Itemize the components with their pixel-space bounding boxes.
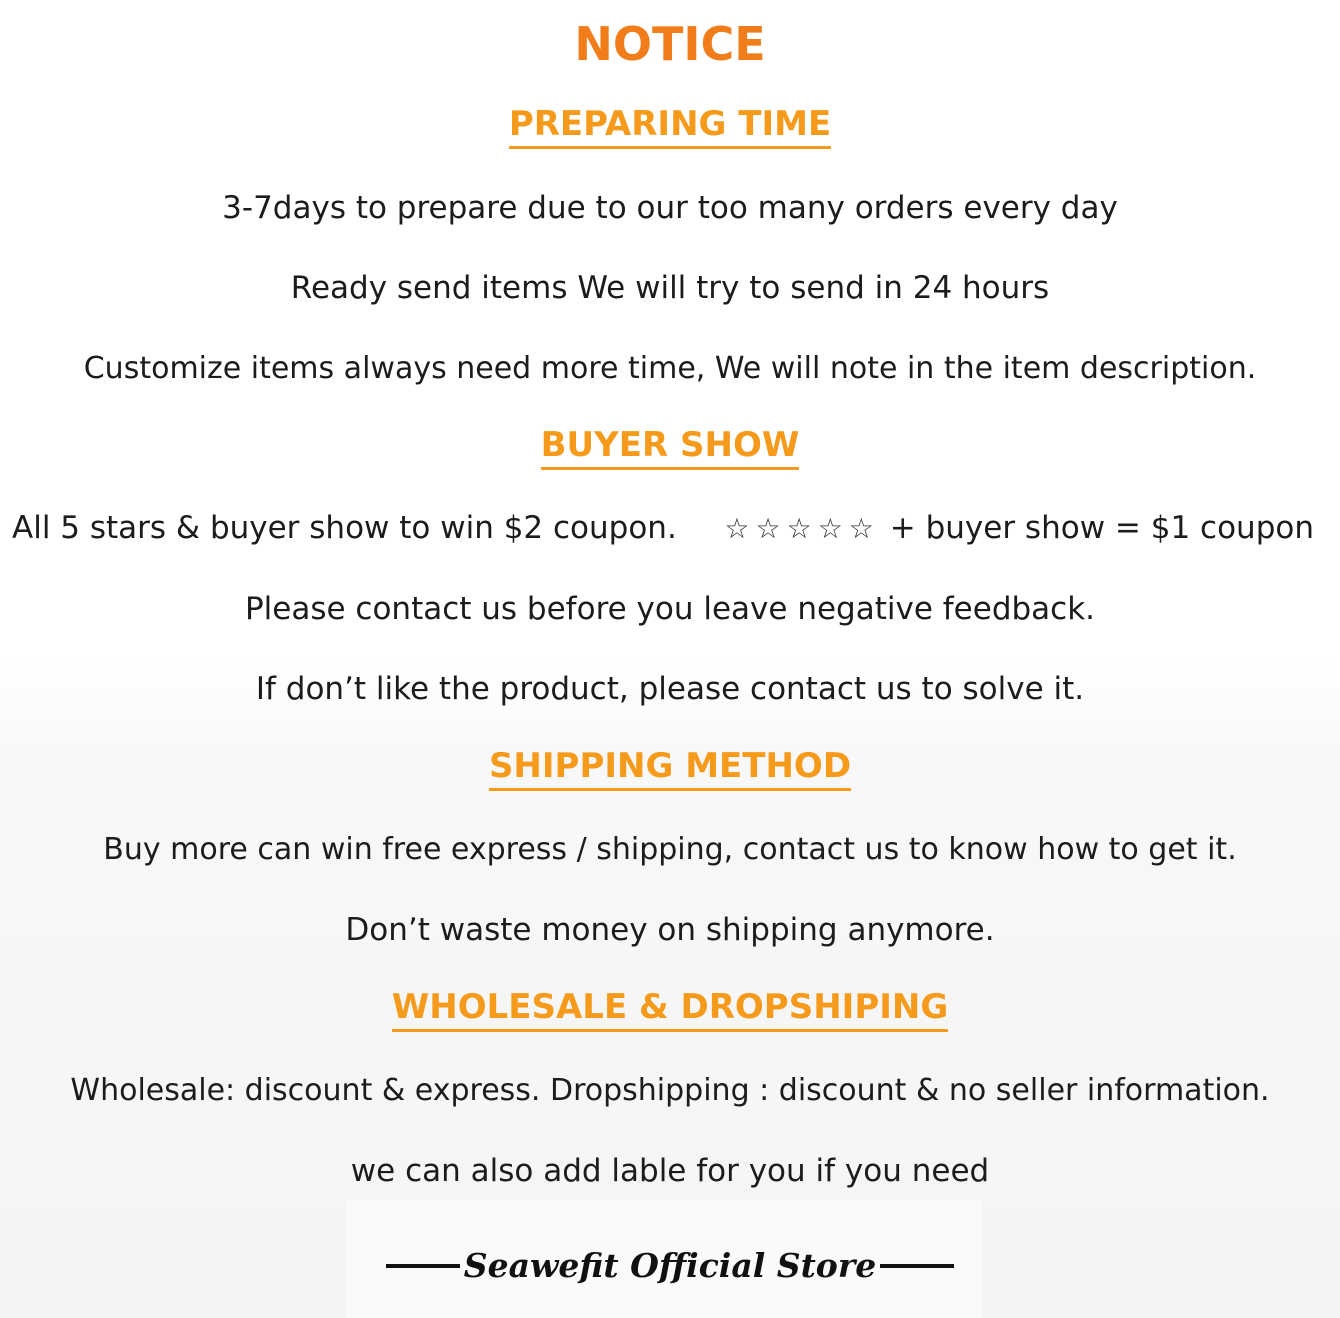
star-coupon-text: + buyer show = $1 coupon [889, 510, 1314, 546]
buyer-show-line-2: If don’t like the product, please contact us to solve it. [255, 671, 1085, 707]
store-signature-text: Seawefit Official Store [463, 1246, 877, 1285]
star-coupon-group [724, 508, 1314, 549]
preparing-time-heading [0, 104, 1340, 150]
preparing-time-heading-label: PREPARING TIME [509, 104, 831, 149]
shipping-method-heading [0, 746, 1340, 792]
notice-title: NOTICE [574, 17, 766, 71]
preparing-time-line-2: Ready send items We will try to send in 24 hours [290, 270, 1050, 306]
shipping-method-line-2: Don’t waste money on shipping anymore. [345, 912, 995, 948]
preparing-time-line-3: Customize items always need more time, We will note in the item description. [83, 351, 1257, 386]
wholesale-line-1: Wholesale: discount & express. Dropshipping : discount & no seller information. [70, 1073, 1270, 1108]
store-signature [0, 1242, 1340, 1290]
signature-left-rule [386, 1264, 460, 1268]
shipping-method-line-1: Buy more can win free express / shipping, contact us to know how to get it. [103, 832, 1237, 867]
shipping-method-heading-label: SHIPPING METHOD [489, 746, 851, 791]
buyer-show-line-1: Please contact us before you leave negative feedback. [244, 591, 1096, 627]
preparing-time-line-1: 3-7days to prepare due to our too many orders every day [222, 190, 1118, 226]
five-star-coupon-text: All 5 stars & buyer show to win $2 coupon. [12, 510, 677, 546]
wholesale-line-2: we can also add lable for you if you need [350, 1153, 990, 1189]
buyer-show-heading [0, 425, 1340, 471]
wholesale-heading [0, 987, 1340, 1033]
buyer-show-heading-label: BUYER SHOW [541, 425, 800, 470]
signature-right-rule [880, 1264, 954, 1268]
stars-icon: ☆☆☆☆☆ [724, 512, 880, 545]
wholesale-heading-label: WHOLESALE & DROPSHIPING [392, 987, 949, 1032]
